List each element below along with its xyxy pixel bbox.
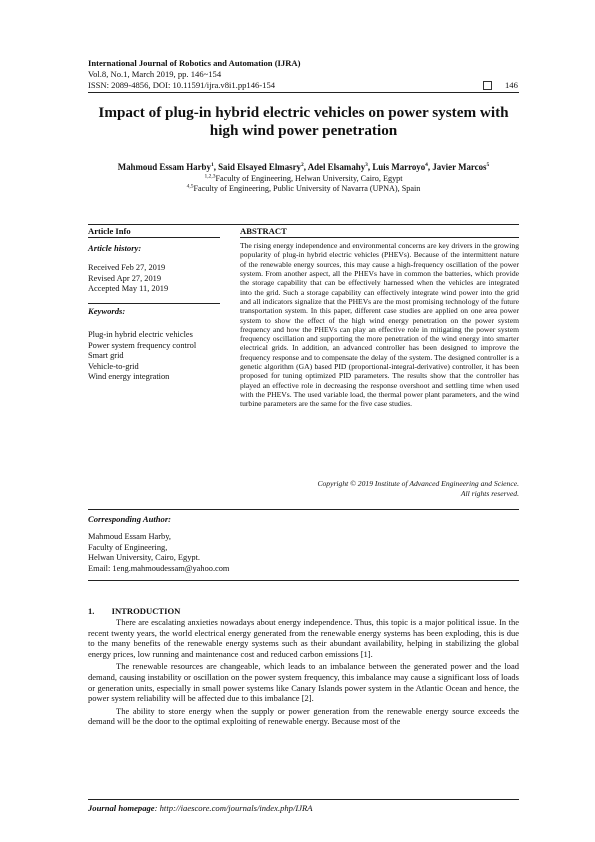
author-sup: 1 (210, 162, 214, 169)
journal-volume: Vol.8, No.1, March 2019, pp. 146~154 (88, 69, 222, 79)
page-number: 146 (505, 80, 518, 90)
affiliation-text: Faculty of Engineering, Helwan University, Cairo, Egypt (215, 174, 403, 183)
homepage-url[interactable]: : http://iaescore.com/journals/index.php/IJRA (154, 803, 313, 813)
keywords-heading: Keywords: (88, 306, 126, 316)
abstract-rule (240, 237, 519, 238)
keyword-item: Power system frequency control (88, 340, 197, 350)
keyword-item: Smart grid (88, 351, 124, 361)
article-info-heading: Article Info (88, 226, 131, 236)
affiliation-sup: 4,5 (186, 183, 194, 190)
abstract-heading: ABSTRACT (240, 226, 287, 236)
author-name: Luis Marroyo (372, 162, 426, 172)
copyright-line: Copyright © 2019 Institute of Advanced Engineering and Science. (317, 479, 519, 488)
header-rule (88, 92, 519, 93)
history-accepted: Accepted May 11, 2019 (88, 284, 169, 294)
history-revised: Revised Apr 27, 2019 (88, 273, 162, 283)
author-name: Mahmoud Essam Harby (117, 162, 211, 172)
author-sup: 4 (425, 162, 428, 169)
author-name: Said Elsayed Elmasry (218, 162, 301, 172)
homepage-label: Journal homepage (88, 803, 155, 813)
affiliation-sup: 1,2,3 (204, 173, 216, 180)
paragraph: The renewable resources are changeable, which leads to an imbalance between the generated power and the load demand, causing instability or oscillation on the power system frequency, this imbalance may cause a significant loss of loads or generation units, especially in small power systems like Canary Islands power system in the Atlantic Ocean and hence, the power system reliability will be affected due to this imbalance [2]. (88, 661, 519, 704)
journal-issn-doi: ISSN: 2089-4856, DOI: 10.11591/ijra.v8i1.pp146-154 (88, 80, 276, 90)
author-list: Mahmoud Essam Harby$^1$, Said Elsayed Elmasry$^2$, Adel Elsamahy$^3$, Luis Marroyo$^4$, Javier Marcos$^5$ (117, 162, 490, 172)
author-sup: 3 (365, 162, 368, 169)
paper-title: Impact of plug-in hybrid electric vehicles on power system with high wind power penetration (98, 104, 509, 139)
journal-homepage (88, 803, 313, 813)
history-heading: Article history: (88, 243, 142, 253)
author-name: Adel Elsamahy (307, 162, 366, 172)
introduction-body (88, 617, 519, 727)
corresponding-heading: Corresponding Author: (88, 514, 172, 524)
corresponding-top-rule (88, 509, 519, 510)
corresponding-bottom-rule (88, 580, 519, 581)
history-list (88, 263, 220, 295)
keyword-item: Wind energy integration (88, 372, 170, 382)
square-icon (483, 81, 492, 90)
keyword-item: Plug-in hybrid electric vehicles (88, 330, 193, 339)
author-sup: 5 (486, 162, 490, 169)
author-sup: 2 (300, 162, 304, 169)
keyword-item: Vehicle-to-grid (88, 361, 139, 371)
affiliation (88, 184, 519, 194)
corresponding-email: Email: 1eng.mahmoudessam@yahoo.com (88, 563, 230, 573)
keywords-list (88, 330, 220, 383)
paragraph: There are escalating anxieties nowadays about energy independence. Thus, this topic is a major political issue. In the recent twenty years, the world electrical energy generated from the renewable energy systems has been exploding, this is due to the many benefits of the renewable energy systems such as their abundant availability, helping in stabilizing the global energy prices, low running and maintenance cost and reduced carbon emissions [1]. (88, 617, 519, 659)
paragraph: The ability to store energy when the supply or power generation from the renewable energy source exceeds the demand will be the door to the optimal exploiting of renewable energy. Because most of the (88, 705, 519, 727)
corresponding-name: Mahmoud Essam Harby, (88, 532, 171, 541)
copyright-rights: All rights reserved. (460, 489, 519, 498)
corresponding-faculty: Faculty of Engineering, (88, 542, 168, 552)
footer-rule (88, 799, 519, 800)
history-received: Received Feb 27, 2019 (88, 263, 166, 272)
introduction-heading: 1. INTRODUCTION (88, 606, 181, 616)
keywords-rule (88, 303, 220, 304)
author-name: Javier Marcos (432, 162, 487, 172)
affiliation (88, 174, 519, 184)
abstract-text: The rising energy independence and environmental concerns are key drivers in the growing popularity of plug-in hybrid electric vehicles (PHEVs). Because of the intermittent nature of the renewable energy sources, this may cause a high-frequency oscillation of the power system. From another aspect, all the PHEVs have in common the batteries, which provide the storage capability that can be effectively harnessed when the vehicles are integrated into the grid. Such a storage capability can effectively integrate wind power into the grid and all indicators signalize that the PHEVs are the most promising technology of the future transportation system. In this paper, different case studies are applied on one area power system to show the effect of the high wind energy penetration on the power system frequency and how the PHEVs can play an effective role in mitigating the power system frequency oscillation and supporting the more penetration of the wind energy into smarter electrical grids. In addition, an advanced controller has been designed to improve the frequency response and to compensate the delay of the system. The designed controller is a genetic algorithm (GA) based PID (proportional-integral-derivative) controller, it has been proposed for tuning optimized PID parameters. The results show that the controller has played an effective role in decreasing the response overshoot and settling time when used with the PHEVs. The used variable load, the thermal power plant parameters, and the wind turbine parameters are the same for the five case studies. (240, 241, 519, 409)
journal-name: International Journal of Robotics and Automation (IJRA) (88, 58, 301, 68)
info-left-rule (88, 237, 220, 238)
corresponding-details (88, 532, 388, 574)
info-top-rule (88, 224, 519, 225)
corresponding-university: Helwan University, Cairo, Egypt. (88, 553, 201, 563)
affiliation-text: Faculty of Engineering, Public University of Navarra (UPNA), Spain (193, 184, 421, 193)
